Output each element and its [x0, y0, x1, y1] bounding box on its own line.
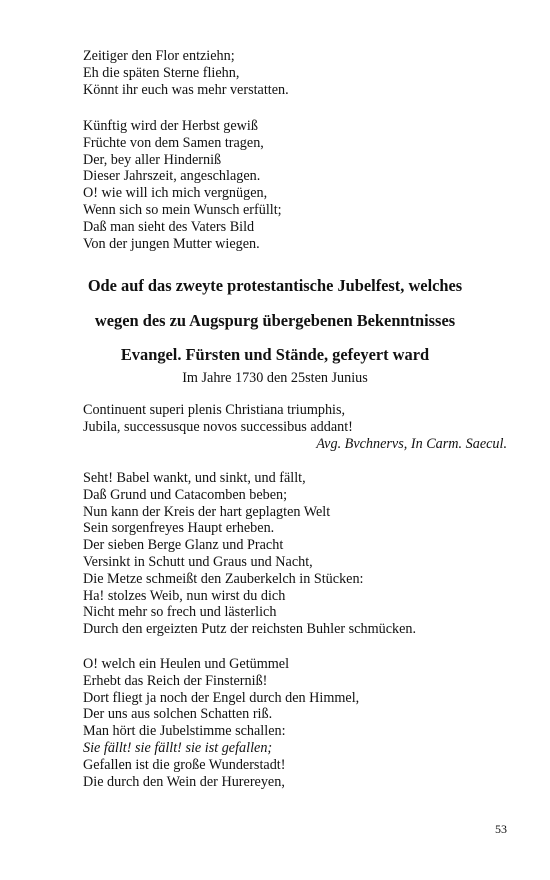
verse-line: Zeitiger den Flor entziehn; [83, 48, 235, 64]
verse-line: Daß Grund und Catacomben beben; [83, 486, 288, 503]
verse-line: Daß man sieht des Vaters Bild [83, 218, 255, 235]
verse-line: Nicht mehr so frech und lästerlich [83, 604, 277, 621]
ode-title-line-3: Evangel. Fürsten und Stände, gefeyert ward [120, 345, 430, 364]
epigraph-attribution: Avg. Bvchnervs, In Carm. Saecul. [316, 436, 507, 452]
verse-line: Früchte von dem Samen tragen, [83, 134, 264, 151]
verse-line: Wenn sich so mein Wunsch erfüllt; [83, 201, 282, 218]
verse-line: Von der jungen Mutter wiegen. [83, 235, 260, 252]
verse-line: Der, bey aller Hinderniß [83, 151, 222, 168]
verse-line: Nun kann der Kreis der hart geplagten Welt [83, 503, 331, 520]
stanza-top-2 [83, 118, 523, 252]
verse-line: Ha! stolzes Weib, nun wirst du dich [83, 587, 286, 604]
epigraph-line: Jubila, successusque novos successibus addant! [83, 418, 353, 435]
verse-line: Die Metze schmeißt den Zauberkelch in Stücken: [83, 570, 364, 587]
ode-title-line-1: Ode auf das zweyte protestantische Jubelfest, welches [87, 276, 463, 295]
epigraph [83, 402, 523, 436]
verse-line-italic: Sie fällt! sie fällt! sie ist gefallen; [83, 739, 273, 756]
epigraph-line: Continuent superi plenis Christiana triumphis, [83, 402, 346, 418]
verse-line: Seht! Babel wankt, und sinkt, und fällt, [83, 470, 306, 486]
verse-line: Dort fliegt ja noch der Engel durch den Himmel, [83, 689, 360, 706]
verse-line: Versinkt in Schutt und Graus und Nacht, [83, 553, 313, 570]
verse-line: Dieser Jahrszeit, angeschlagen. [83, 168, 261, 185]
verse-line: Man hört die Jubelstimme schallen: [83, 723, 286, 740]
verse-line: Könnt ihr euch was mehr verstatten. [83, 81, 289, 98]
ode-subtitle: Im Jahre 1730 den 25sten Junius [182, 370, 368, 386]
verse-line: O! wie will ich mich vergnügen, [83, 185, 268, 202]
verse-line: Der sieben Berge Glanz und Pracht [83, 537, 284, 554]
verse-line: Sein sorgenfreyes Haupt erheben. [83, 520, 275, 537]
page-number: 53 [495, 822, 507, 836]
verse-line: Künftig wird der Herbst gewiß [83, 118, 258, 134]
verse-line: Die durch den Wein der Hurereyen, [83, 773, 285, 790]
verse-line: Eh die späten Sterne fliehn, [83, 64, 240, 81]
ode-stanza-2 [83, 656, 523, 790]
verse-line: Gefallen ist die große Wunderstadt! [83, 756, 286, 773]
ode-title-line-2: wegen des zu Augspurg übergebenen Bekenntnisses [94, 311, 456, 330]
ode-stanza-1 [83, 470, 523, 638]
verse-line: Erhebt das Reich der Finsterniß! [83, 672, 268, 689]
verse-line: Durch den ergeizten Putz der reichsten Buhler schmücken. [83, 621, 417, 638]
verse-line: O! welch ein Heulen und Getümmel [83, 656, 290, 672]
stanza-top-1 [83, 48, 523, 98]
verse-line: Der uns aus solchen Schatten riß. [83, 706, 273, 723]
